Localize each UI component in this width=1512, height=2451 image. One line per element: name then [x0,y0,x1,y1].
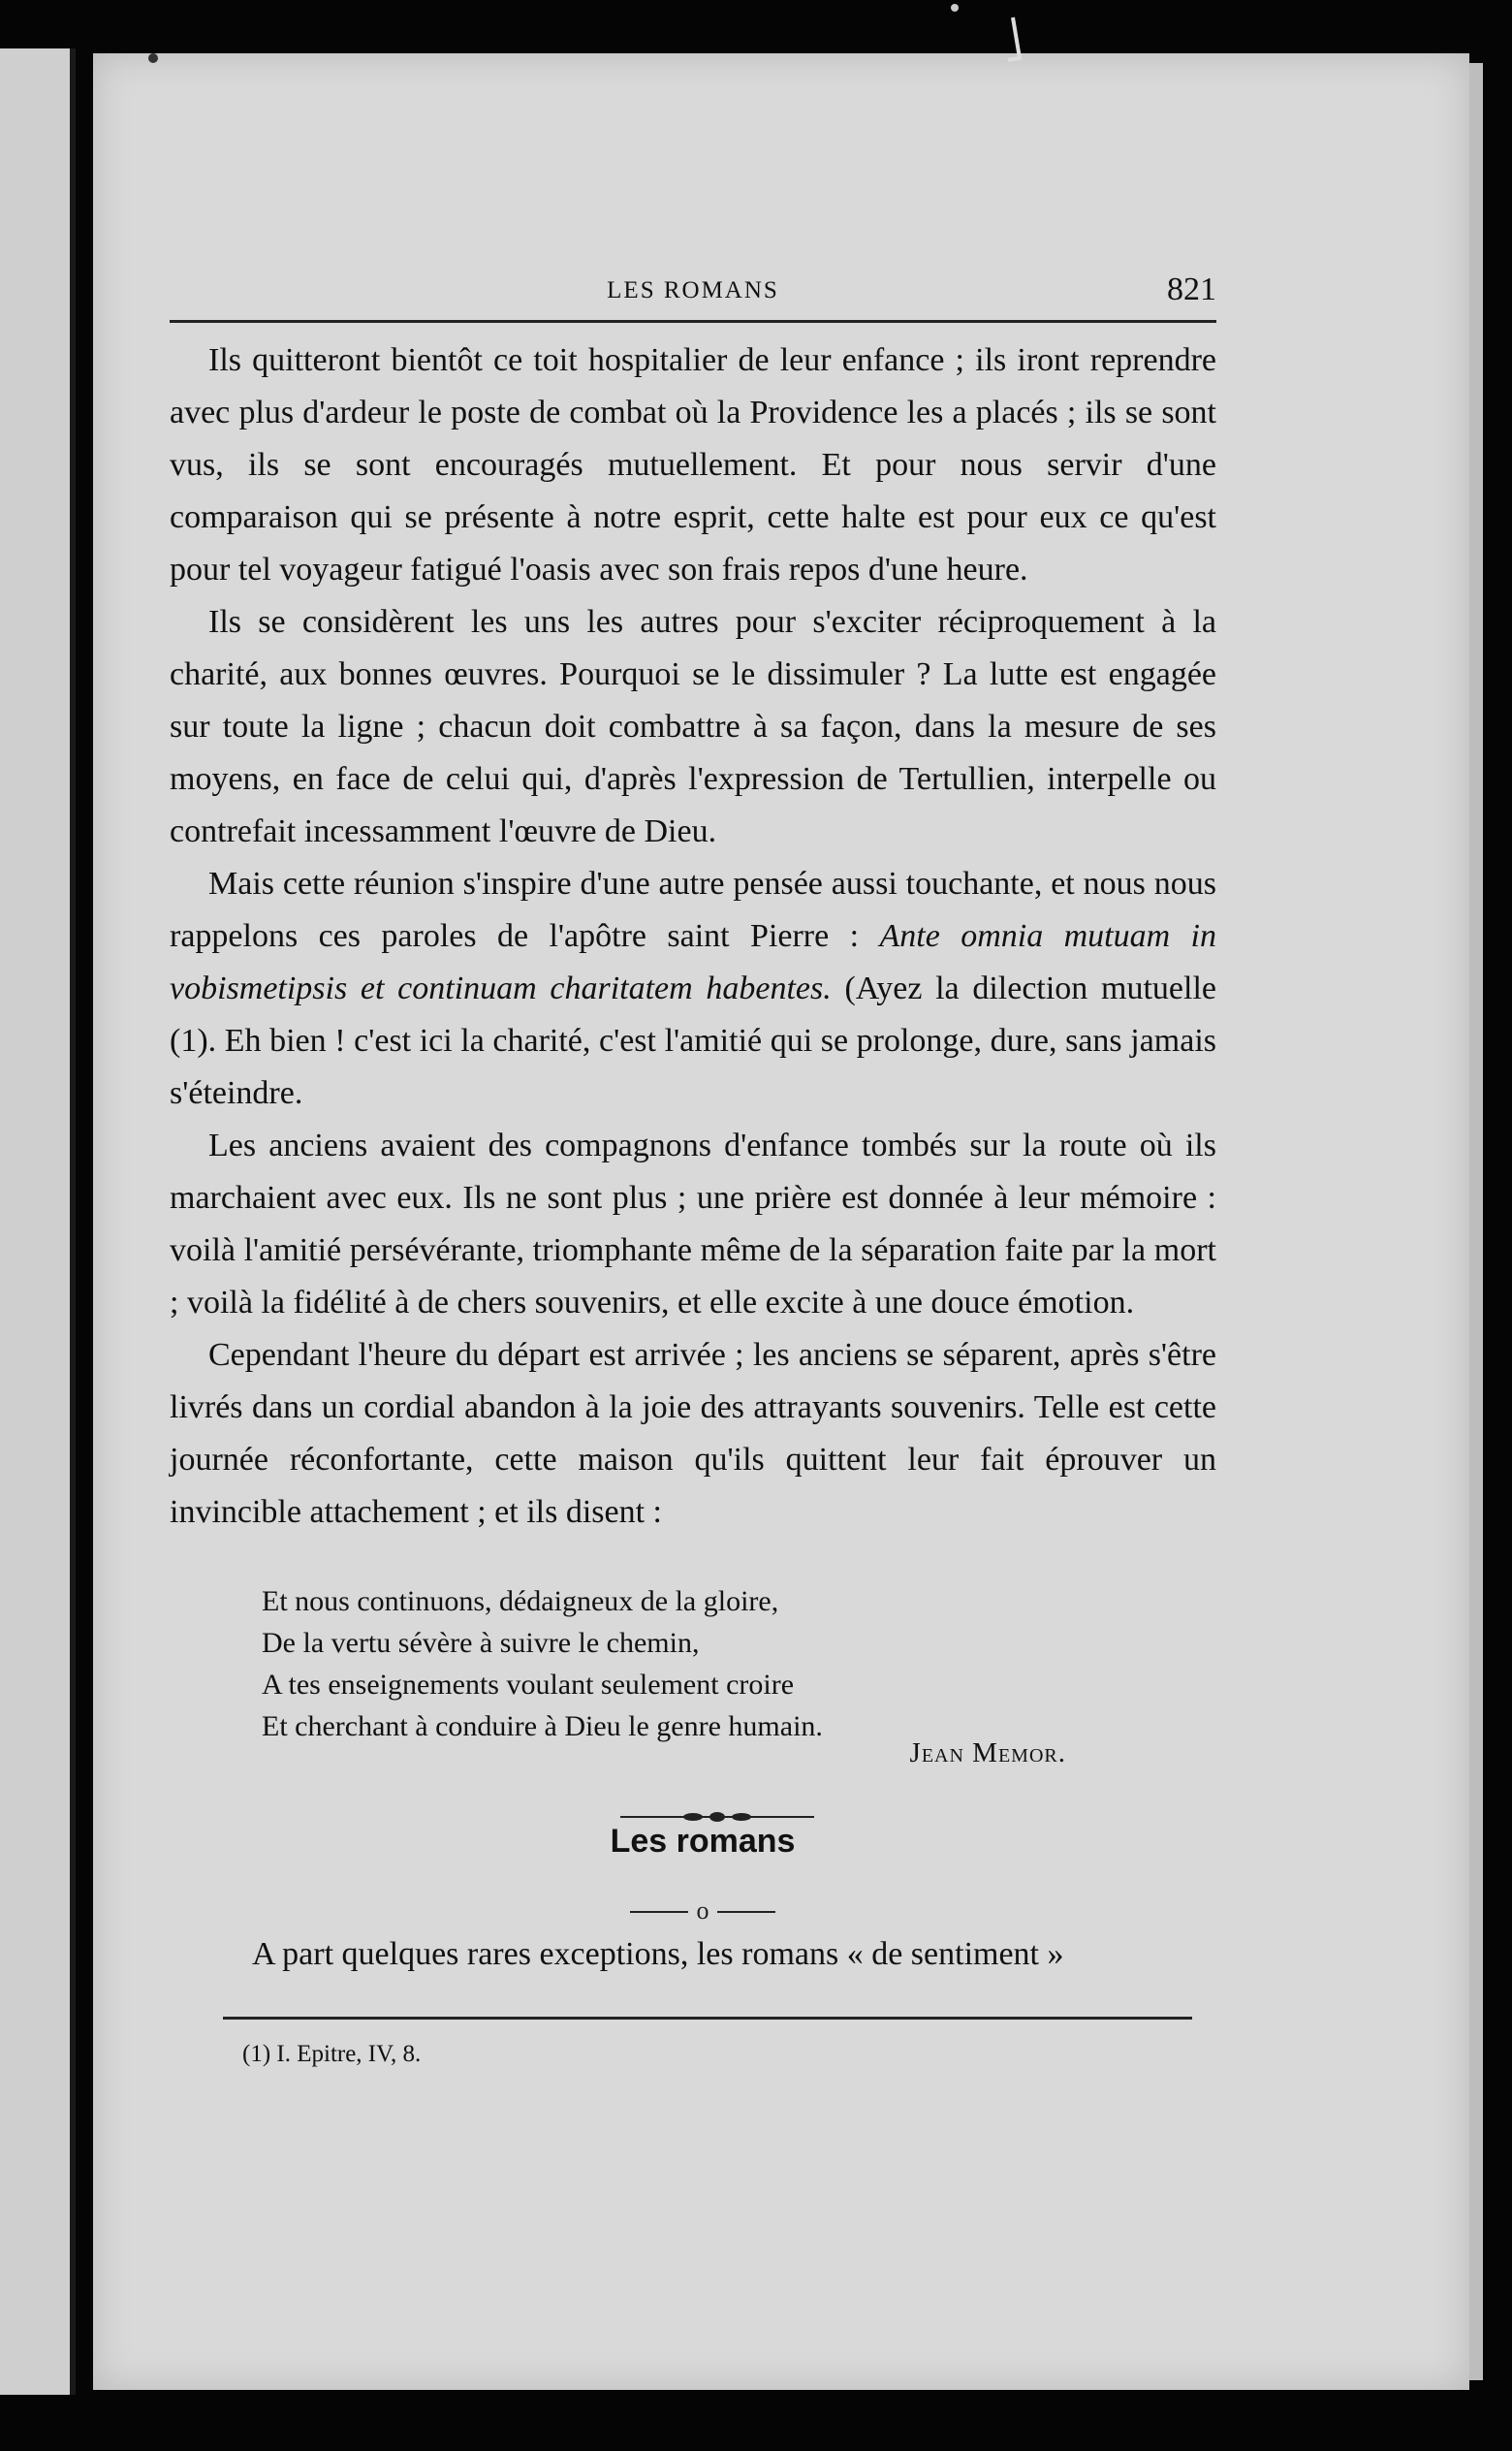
page-stack-edge [1469,63,1483,2380]
verse-line: Et cherchant à conduire à Dieu le genre humain. [262,1710,823,1742]
verse-line: De la vertu sévère à suivre le chemin, [262,1627,700,1659]
paragraph: Cependant l'heure du départ est arrivée ; les anciens se séparent, après s'être livrés dans un cordial abandon à la joie des attrayants souvenirs. Telle est cette journée réconfortante, cette maison qu'ils quittent leur fait éprouver un invincible attachement ; et ils disent : [170,1337,1216,1530]
verse-line: Et nous continuons, dédaigneux de la gloire, [262,1585,779,1617]
author-signature: Jean Memor. [909,1737,1066,1768]
paragraph: Ils se considèrent les uns les autres pour s'exciter réciproquement à la charité, aux bonnes œuvres. Pourquoi se le dissimuler ? La lutte est engagée sur toute la ligne ; chacun doit combattre à sa façon, dans la mesure de ses moyens, en face de celui qui, d'après l'expression de Tertullien, interpelle ou contrefait incessamment l'œuvre de Dieu. [170,604,1216,849]
running-title: LES ROMANS [607,277,779,303]
previous-page-edge [0,48,76,2395]
paragraph: Les anciens avaient des compagnons d'enfance tombés sur la route où ils marchaient avec eux. Ils ne sont plus ; une prière est donnée à leur mémoire : voilà l'amitié persévérante, triomphante même de la séparation faite par la mort ; voilà la fidélité à de chers souvenirs, et elle excite à une douce émotion. [170,1128,1216,1321]
paragraph: Ils quitteront bientôt ce toit hospitalier de leur enfance ; ils iront reprendre avec plus d'ardeur le poste de combat où la Providence les a placés ; ils se sont vus, ils se sont encouragés mutuellement. Et pour nous servir d'une comparaison qui se présente à notre esprit, cette halte est pour eux ce qu'est pour tel voyageur fatigué l'oasis avec son frais repos d'une heure. [170,342,1216,588]
page-number: 821 [1167,271,1216,307]
verse-block [262,1580,1037,1747]
paragraph-text: Mais cette réunion s'inspire d'une autre pensée aussi touchante, et nous nous rappelons ces paroles de l'apôtre saint Pierre : [170,866,1216,954]
paragraph-with-quote [170,858,1216,1120]
running-header [170,271,1216,323]
footnote: (1) I. Epitre, IV, 8. [242,2041,422,2067]
verse-line: A tes enseignements voulant seulement croire [262,1669,795,1701]
section-first-line: A part quelques rares exceptions, les romans « de sentiment » [252,1936,1064,1972]
paragraph-text: (Ayez la dilection mutuelle (1). Eh bien ! c'est ici la charité, c'est l'amitié qui se prolonge, dure, sans jamais s'éteindre. [170,971,1216,1111]
footnote-rule [223,2017,1192,2020]
latin-quote: Ante omnia mutuam in vobismetipsis et continuam charitatem habentes. [170,918,1217,1006]
separator-glyph: o [696,1896,709,1925]
circle-separator [630,1895,775,1925]
section-title: Les romans [610,1823,796,1860]
body-text [170,334,1216,1539]
